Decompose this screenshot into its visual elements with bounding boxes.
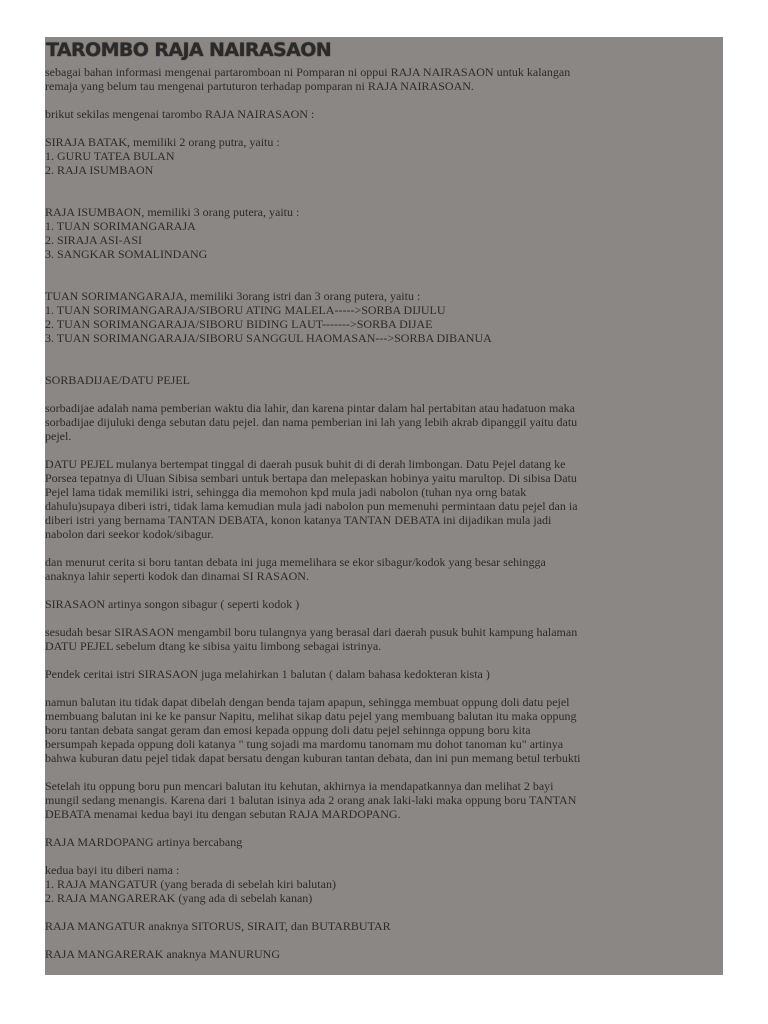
text-line: sorbadijae adalah nama pemberian waktu dia lahir, dan karena pintar dalam hal pertabitan atau hadatuon maka	[45, 401, 575, 415]
text-line: bahwa kuburan datu pejel tidak dapat bersatu dengan kuburan tantan debata, dan ini pun memang betul terbukti	[45, 751, 581, 765]
blank-line	[45, 443, 721, 457]
blank-line	[45, 821, 721, 835]
text-line: RAJA MARDOPANG artinya bercabang	[45, 835, 243, 849]
text-line: 3. TUAN SORIMANGARAJA/SIBORU SANGGUL HAOMASAN--->SORBA DIBANUA	[45, 331, 492, 345]
blank-line	[45, 191, 721, 205]
blank-line	[45, 387, 721, 401]
text-line: 3. SANGKAR SOMALINDANG	[45, 247, 208, 261]
text-line: DATU PEJEL mulanya bertempat tinggal di daerah pusuk buhit di di derah limbongan. Datu Pejel datang ke	[45, 457, 566, 471]
blank-line	[45, 345, 721, 359]
text-line: SIRASAON artinya songon sibagur ( seperti kodok )	[45, 597, 300, 611]
blank-line	[45, 933, 721, 947]
text-line: RAJA ISUMBAON, memiliki 3 orang putera, yaitu :	[45, 205, 300, 219]
text-line: Pejel lama tidak memiliki istri, sehingga dia memohon kpd mula jadi nabolon (tuhan nya orng batak	[45, 485, 527, 499]
blank-line	[45, 849, 721, 863]
blank-line	[45, 765, 721, 779]
text-line: 2. SIRAJA ASI-ASI	[45, 233, 143, 247]
blank-line	[45, 261, 721, 275]
document-title: TAROMBO RAJA NAIRASAON	[46, 39, 332, 61]
blank-line	[45, 93, 721, 107]
text-line: 2. RAJA MANGARERAK (yang ada di sebelah kanan)	[45, 891, 313, 905]
text-line: bersumpah kepada oppung doli katanya " tung sojadi ma mardomu tanomam mu dohot tanoman ku" artinya	[45, 737, 564, 751]
blank-line	[45, 905, 721, 919]
text-line: 1. GURU TATEA BULAN	[45, 149, 175, 163]
text-line: diberi istri yang bernama TANTAN DEBATA, konon katanya TANTAN DEBATA ini dijadikan mula jadi	[45, 513, 552, 527]
text-line: Pendek ceritai istri SIRASAON juga melahirkan 1 balutan ( dalam bahasa kedokteran kista )	[45, 667, 490, 681]
text-line: 2. TUAN SORIMANGARAJA/SIBORU BIDING LAUT------->SORBA DIJAE	[45, 317, 433, 331]
text-line: remaja yang belum tau mengenai partuturon terhadap pomparan ni RAJA NAIRASOAN.	[45, 79, 474, 93]
text-line: sebagai bahan informasi mengenai partaromboan ni Pomparan ni oppui RAJA NAIRASAON untuk kalangan	[45, 65, 571, 79]
text-line: 1. RAJA MANGATUR (yang berada di sebelah kiri balutan)	[45, 877, 336, 891]
text-line: dahulu)supaya diberi istri, tidak lama kemudian mula jadi nabolon pun memenuhi permintaan datu pejel dan ia	[45, 499, 578, 513]
text-line: RAJA MANGATUR anaknya SITORUS, SIRAIT, dan BUTARBUTAR	[45, 919, 391, 933]
text-line: Porsea tepatnya di Uluan Sibisa sembari untuk bertapa dan melepaskan hobinya yaitu marultop. Di sibisa Datu	[45, 471, 577, 485]
blank-line	[45, 681, 721, 695]
text-line: SIRAJA BATAK, memiliki 2 orang putra, yaitu :	[45, 135, 280, 149]
blank-line	[45, 541, 721, 555]
text-line: DATU PEJEL sebelum dtang ke sibisa yaitu limbong sebagai istrinya.	[45, 639, 382, 653]
text-line: dan menurut cerita si boru tantan debata ini juga memelihara se ekor sibagur/kodok yang besar sehingga	[45, 555, 546, 569]
blank-line	[45, 653, 721, 667]
text-line: sorbadijae dijuluki denga sebutan datu pejel. dan nama pemberian ini lah yang lebih akrab dipanggil yaitu datu	[45, 415, 578, 429]
text-line: 1. TUAN SORIMANGARAJA	[45, 219, 196, 233]
blank-line	[45, 275, 721, 289]
text-line: membuang balutan ini ke ke pansur Napitu, melihat sikap datu pejel yang membuang balutan itu maka oppung	[45, 709, 577, 723]
text-line: Setelah itu oppung boru pun mencari balutan itu kehutan, akhirnya ia mendapatkannya dan melihat 2 bayi	[45, 779, 554, 793]
text-line: namun balutan itu tidak dapat dibelah dengan benda tajam apapun, sehingga membuat oppung doli datu pejel	[45, 695, 570, 709]
text-line: brikut sekilas mengenai tarombo RAJA NAIRASAON :	[45, 107, 315, 121]
blank-line	[45, 121, 721, 135]
text-line: kedua bayi itu diberi nama :	[45, 863, 180, 877]
document-body	[45, 65, 721, 961]
text-line: anaknya lahir seperti kodok dan dinamai SI RASAON.	[45, 569, 309, 583]
blank-line	[45, 359, 721, 373]
text-line: DEBATA menamai kedua bayi itu dengan sebutan RAJA MARDOPANG.	[45, 807, 401, 821]
text-line: boru tantan debata sangat geram dan emosi kepada oppung doli datu pejel sehinnga oppung boru kita	[45, 723, 531, 737]
text-line: mungil sedang menangis. Karena dari 1 balutan isinya ada 2 orang anak laki-laki maka oppung boru TANTAN	[45, 793, 577, 807]
text-line: TUAN SORIMANGARAJA, memiliki 3orang istri dan 3 orang putera, yaitu :	[45, 289, 421, 303]
document-page	[45, 37, 723, 975]
text-line: pejel.	[45, 429, 72, 443]
text-line: RAJA MANGARERAK anaknya MANURUNG	[45, 947, 280, 961]
blank-line	[45, 177, 721, 191]
text-line: 2. RAJA ISUMBAON	[45, 163, 154, 177]
text-line: nabolon dari seekor kodok/sibagur.	[45, 527, 214, 541]
blank-line	[45, 583, 721, 597]
text-line: SORBADIJAE/DATU PEJEL	[45, 373, 191, 387]
blank-line	[45, 611, 721, 625]
text-line: 1. TUAN SORIMANGARAJA/SIBORU ATING MALELA----->SORBA DIJULU	[45, 303, 446, 317]
text-line: sesudah besar SIRASAON mengambil boru tulangnya yang berasal dari daerah pusuk buhit kampung halaman	[45, 625, 578, 639]
